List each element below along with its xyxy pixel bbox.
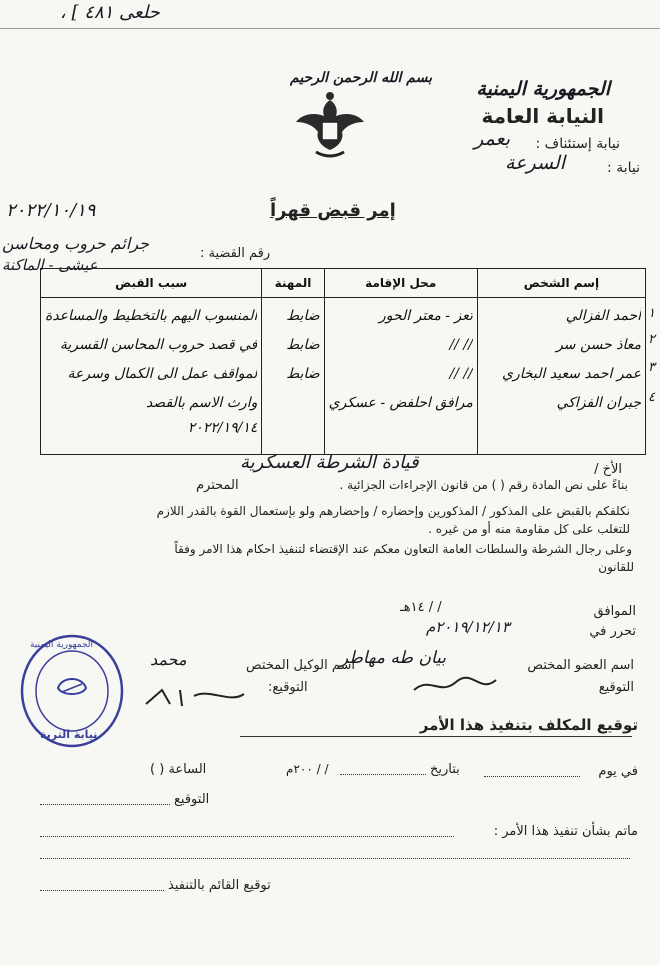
header-profession: المهنة [262, 269, 324, 298]
header-reason: سبب القبض [41, 269, 262, 298]
person-name: معاذ حسن سر [556, 337, 641, 353]
executor-blank [40, 890, 164, 891]
residence-value: // // [449, 366, 473, 382]
done-blank-line-2 [40, 858, 630, 859]
execution-date-label: بتاريخ [430, 762, 460, 777]
table-header-row [41, 269, 646, 298]
profession-value: ضابط [286, 308, 320, 324]
seal-bottom-text: نيابة التربة [40, 728, 98, 741]
execution-heading: توقيع المكلف بتنفيذ هذا الأمر [419, 716, 638, 734]
document-title: إمر قبض قهراً [270, 200, 396, 221]
profession-value: ضابط [286, 366, 320, 382]
case-number-value-line2: عيشى - الماكنة [2, 256, 98, 274]
case-number-label: رقم القضية : [200, 246, 271, 261]
yemen-eagle-emblem-icon [286, 82, 374, 170]
agent-signature-label: التوقيع: [268, 680, 308, 695]
heading-underline [240, 736, 632, 737]
residences-cell [324, 298, 477, 455]
body-line-3: للتغلب على كل مقاومة منه أو من غيره . [428, 522, 630, 536]
reason-date: ٢٠٢٢/١٩/١٤ [187, 420, 258, 436]
member-label: اسم العضو المختص [527, 658, 634, 673]
done-blank-line-1 [40, 836, 454, 837]
reason-line: المنسوب اليهم بالتخطيط والمساعدة [45, 308, 258, 324]
reason-line: في قصد حروب المحاسن القسرية [59, 337, 258, 353]
person-name: جبران الفزاكي [556, 395, 641, 411]
appeal-prosecution-value: بعمر [474, 128, 510, 150]
body-line-4: وعلى رجال الشرطة والسلطات العامة التعاون معكم عند الإقتضاء لتنفيذ احكام هذا الامر وفقاً [174, 542, 632, 556]
handwritten-date: ٢٠٢٢/١٠/١٩ [6, 200, 96, 221]
execution-date-blank: / / ٢٠٠م [286, 762, 329, 776]
professions-cell [262, 298, 324, 455]
residence-value: // // [449, 337, 473, 353]
residence-value: مرافق احلفض - عسكري [328, 395, 473, 411]
signature-blank [40, 804, 170, 805]
person-name: عمر احمد سعيد البخاري [502, 366, 641, 382]
case-number-value: جرائم حروب ومحاسن [2, 234, 150, 253]
appeal-prosecution-label: نيابة إستئناف : [535, 136, 620, 152]
reason-line: لمواقف عمل الى الكمال وسرعة [67, 366, 258, 382]
row-number: ٤ [648, 390, 655, 405]
day-blank [484, 776, 580, 777]
execution-signature-label: التوقيع [174, 792, 210, 807]
member-signature-scribble-icon [410, 672, 500, 698]
header-person: إسم الشخص [477, 269, 645, 298]
top-handwritten-scribble: حلعى ٤٨١ ] ، [60, 2, 160, 23]
residence-value: تعز - معتر الحور [379, 308, 473, 324]
executor-signature-label: توقيع القائم بالتنفيذ [168, 878, 271, 893]
row-number: ٢ [648, 332, 655, 347]
persons-cell [477, 298, 645, 455]
corresponding-date-value: / / ١٤هـ [400, 600, 442, 615]
row-number: ١ [648, 306, 655, 321]
agent-label: اسم الوكيل المختص [246, 658, 355, 673]
addressee-value: قيادة الشرطة العسكرية [240, 452, 419, 473]
written-date-label: تحرر في [589, 624, 636, 639]
header-residence: محل الإقامة [324, 269, 477, 298]
execution-day-label: في يوم [598, 764, 638, 779]
addressee-honorific: المحترم [196, 478, 239, 493]
execution-time-label: الساعة ( ) [150, 762, 207, 777]
authority-name: النيابة العامة [481, 104, 604, 128]
date-dotted-blank [340, 774, 426, 775]
addressee-label: الأخ / [594, 462, 622, 477]
reasons-cell [41, 298, 262, 455]
prosecution-value: السرعة [504, 152, 565, 174]
row-number: ٣ [648, 360, 655, 375]
corresponding-date-label: الموافق [593, 604, 636, 619]
execution-done-label: ماتم بشأن تنفيذ هذا الأمر : [493, 824, 638, 839]
written-date-value: ٢٠١٩/١٢/١٣م [426, 618, 510, 636]
body-line-2: نكلفكم بالقبض على المذكور / المذكورين وإحضاره / وإحضارهم ولو بإستعمال القوة بالقدر اللازم [156, 504, 630, 518]
republic-name: الجمهورية اليمنية [476, 78, 610, 100]
member-signature-label: التوقيع [598, 680, 634, 695]
agent-name: محمد [150, 650, 187, 669]
seal-top-text: الجمهورية اليمنية [30, 640, 94, 650]
member-name: بيان طه مهاطر [340, 648, 447, 668]
top-border-line [0, 28, 660, 29]
body-line-1: بناءً على نص المادة رقم ( ) من قانون الإجراءات الجزائية . [339, 478, 628, 492]
prosecution-label: نيابة : [607, 160, 640, 176]
agent-signature-scribble-icon [140, 684, 250, 710]
basmala: بسم الله الرحمن الرحيم [290, 70, 432, 86]
person-name: أحمد الفزالي [565, 308, 641, 324]
suspects-table [40, 268, 646, 455]
body-line-5: للقانون [598, 560, 634, 574]
profession-value: ضابط [286, 337, 320, 353]
reason-line: وارث الاسم بالقصد [145, 395, 258, 411]
table-row [41, 298, 646, 455]
